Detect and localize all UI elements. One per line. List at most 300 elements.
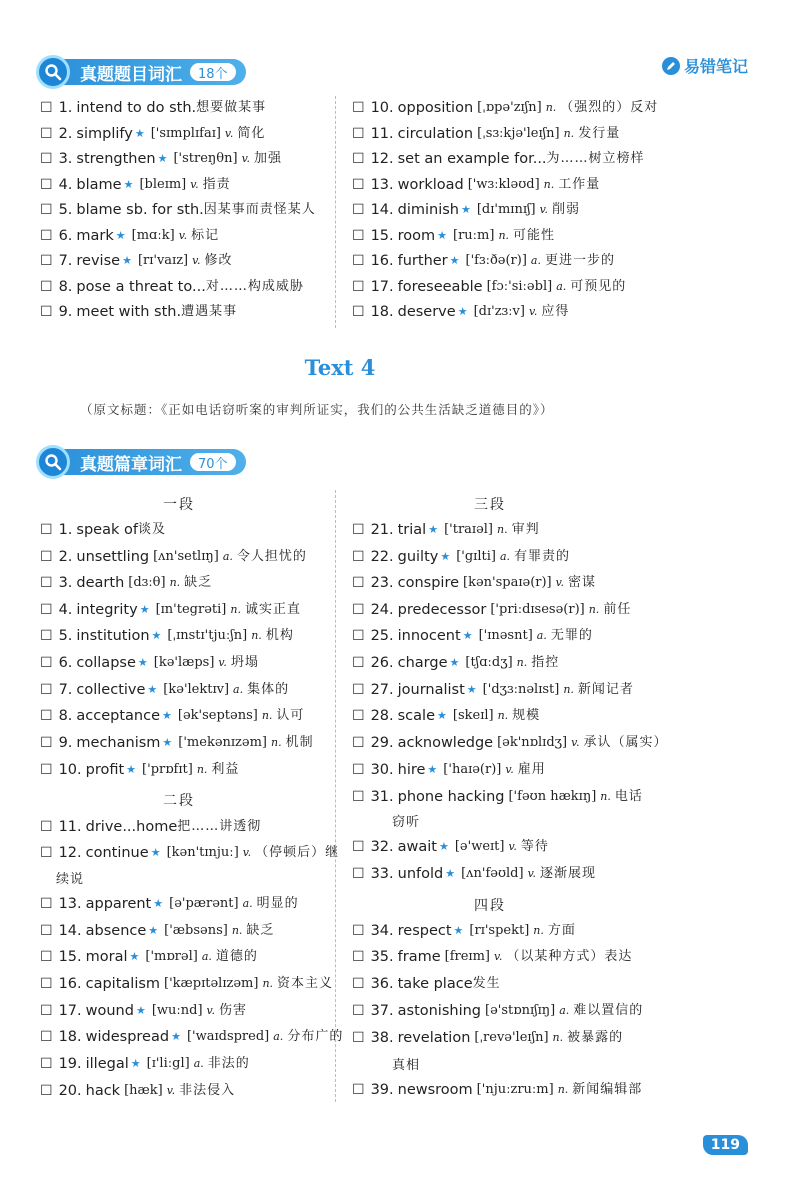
- item-word: collapse: [76, 655, 136, 671]
- star-icon: ★: [122, 254, 132, 267]
- item-part-of-speech: a.: [233, 683, 244, 696]
- vocab-item: [352, 733, 667, 753]
- item-word: illegal: [85, 1056, 129, 1072]
- paragraph-heading: 一段: [163, 497, 195, 513]
- item-meaning: 谈及: [137, 522, 166, 537]
- item-word: respect: [397, 923, 452, 939]
- item-meaning: （以某种方式）表达: [506, 949, 633, 964]
- item-word: set an example for...: [397, 151, 547, 167]
- star-icon: ★: [460, 203, 471, 216]
- vocab-item: [352, 302, 569, 322]
- checkbox-icon: ☐: [40, 177, 53, 193]
- item-meaning: 伤害: [218, 1003, 247, 1018]
- vocab-item: [352, 706, 540, 726]
- star-icon: ★: [139, 603, 150, 616]
- item-meaning: 利益: [211, 762, 240, 777]
- star-icon: ★: [126, 763, 137, 776]
- item-phonetic: ['haɪə(r)]: [443, 762, 502, 777]
- item-number: 28.: [370, 708, 394, 724]
- vocab-item: [40, 1001, 247, 1021]
- item-meaning: 前任: [603, 602, 632, 617]
- item-word: blame: [76, 177, 122, 193]
- item-number: 30.: [370, 762, 394, 778]
- item-number: 9.: [58, 304, 73, 320]
- checkbox-icon: ☐: [40, 949, 53, 965]
- checkbox-icon: ☐: [352, 682, 365, 698]
- item-word: acknowledge: [397, 735, 494, 751]
- vocab-item: [352, 98, 658, 118]
- item-number: 6.: [58, 228, 73, 244]
- item-part-of-speech: v.: [192, 254, 201, 267]
- item-meaning: 令人担忧的: [236, 549, 307, 564]
- item-part-of-speech: a.: [273, 1030, 284, 1043]
- item-word: moral: [85, 949, 128, 965]
- item-word: institution: [76, 628, 150, 644]
- notes-tag-label: 易错笔记: [683, 57, 748, 76]
- checkbox-icon: ☐: [40, 976, 53, 992]
- checkbox-icon: ☐: [40, 655, 53, 671]
- vocab-item: [352, 520, 540, 540]
- item-number: 6.: [58, 655, 73, 671]
- checkbox-icon: ☐: [40, 279, 53, 295]
- item-word: trial: [397, 522, 427, 538]
- item-number: 38.: [370, 1030, 394, 1046]
- vocab-item: [40, 706, 304, 726]
- item-meaning: 新闻记者: [577, 682, 634, 697]
- checkbox-icon: ☐: [40, 896, 53, 912]
- vocab-item: [352, 600, 631, 620]
- item-phonetic: [ˌɒpə'zɪʃn]: [477, 100, 542, 115]
- item-word: astonishing: [397, 1003, 482, 1019]
- vocab-item: [40, 124, 265, 144]
- item-number: 18.: [58, 1029, 82, 1045]
- item-number: 11.: [370, 126, 394, 142]
- star-icon: ★: [162, 736, 173, 749]
- column-divider: [335, 96, 336, 328]
- item-phonetic: [ɪ'liːgl]: [146, 1056, 190, 1071]
- item-part-of-speech: v.: [528, 305, 538, 318]
- vocab-item: [352, 921, 576, 941]
- item-word: simplify: [76, 126, 133, 142]
- item-word: frame: [397, 949, 441, 965]
- vocab-item: [40, 1081, 235, 1101]
- vocab-item: [40, 149, 282, 169]
- item-word: room: [397, 228, 436, 244]
- item-meaning: 明显的: [256, 896, 299, 911]
- item-meaning: 道德的: [215, 949, 258, 964]
- item-word: widespread: [85, 1029, 170, 1045]
- item-phonetic: ['ɪnəsnt]: [478, 628, 533, 643]
- vocab-item: [40, 653, 259, 673]
- item-meaning: 发行量: [578, 126, 621, 141]
- vocab-item: [352, 974, 501, 994]
- star-icon: ★: [449, 656, 460, 669]
- item-number: 39.: [370, 1082, 394, 1098]
- vocab-item: [352, 653, 559, 673]
- checkbox-icon: ☐: [40, 1083, 53, 1099]
- checkbox-icon: ☐: [352, 253, 365, 269]
- item-phonetic: ['waɪdspred]: [186, 1029, 270, 1044]
- item-part-of-speech: v.: [166, 1084, 176, 1097]
- star-icon: ★: [427, 763, 438, 776]
- item-meaning: 有罪责的: [514, 549, 571, 564]
- item-word: guilty: [397, 549, 439, 565]
- item-part-of-speech: n.: [552, 1031, 564, 1044]
- item-meaning: （强烈的）反对: [560, 100, 659, 115]
- vocab-item: [40, 947, 258, 967]
- checkbox-icon: ☐: [40, 575, 53, 591]
- item-meaning: 更进一步的: [544, 253, 615, 268]
- vocab-item: [40, 226, 219, 246]
- item-meaning: 新闻编辑部: [572, 1082, 643, 1097]
- banner-pill: [42, 449, 246, 475]
- item-phonetic: ['fɜːðə(r)]: [465, 253, 527, 268]
- vocab-item: [40, 175, 231, 195]
- item-phonetic: [tʃɑːdʒ]: [465, 655, 513, 670]
- item-word: newsroom: [397, 1082, 473, 1098]
- line-continuation: 续说: [56, 872, 85, 887]
- item-part-of-speech: a.: [193, 1057, 204, 1070]
- star-icon: ★: [462, 629, 473, 642]
- item-phonetic: [kə'lektɪv]: [163, 682, 230, 697]
- item-number: 13.: [58, 896, 82, 912]
- item-meaning: 雇用: [517, 762, 546, 777]
- item-phonetic: [ə'weɪt]: [454, 839, 505, 854]
- star-icon: ★: [171, 1030, 181, 1043]
- item-part-of-speech: n.: [516, 656, 528, 669]
- item-meaning: 因某事而责怪某人: [203, 202, 316, 217]
- vocab-item: [40, 760, 239, 780]
- checkbox-icon: ☐: [352, 151, 365, 167]
- vocab-item: [352, 175, 600, 195]
- text-title: Text 4: [304, 355, 376, 380]
- vocab-item: [352, 864, 596, 884]
- item-phonetic: [kən'tɪnjuː]: [166, 845, 239, 860]
- item-part-of-speech: v.: [571, 736, 580, 749]
- item-phonetic: ['dʒɜːnəlɪst]: [482, 682, 560, 697]
- item-number: 13.: [370, 177, 394, 193]
- item-phonetic: [fɔː'siːəbl]: [486, 279, 553, 294]
- item-word: intend to do sth.: [76, 100, 197, 116]
- item-meaning: 坍塌: [230, 655, 259, 670]
- item-meaning: 等待: [520, 839, 549, 854]
- item-part-of-speech: v.: [493, 950, 503, 963]
- item-number: 31.: [370, 789, 394, 805]
- item-number: 7.: [58, 682, 73, 698]
- checkbox-icon: ☐: [352, 202, 365, 218]
- item-part-of-speech: v.: [224, 127, 234, 140]
- item-number: 25.: [370, 628, 394, 644]
- item-phonetic: [ɪn'tegrəti]: [155, 602, 227, 617]
- star-icon: ★: [137, 656, 148, 669]
- item-phonetic: [dɜːθ]: [128, 575, 166, 590]
- item-number: 17.: [370, 279, 394, 295]
- vocab-item: [352, 626, 593, 646]
- item-word: deserve: [397, 304, 456, 320]
- star-icon: ★: [428, 523, 439, 536]
- item-number: 10.: [370, 100, 394, 116]
- item-word: hire: [397, 762, 426, 778]
- item-word: wound: [85, 1003, 134, 1019]
- item-phonetic: [ˌsɜːkjə'leɪʃn]: [477, 126, 560, 141]
- checkbox-icon: ☐: [40, 522, 53, 538]
- item-phonetic: [dɪ'mɪnɪʃ]: [476, 202, 536, 217]
- item-number: 37.: [370, 1003, 394, 1019]
- vocab-item: [40, 600, 301, 620]
- item-word: acceptance: [76, 708, 161, 724]
- item-number: 2.: [58, 126, 73, 142]
- pencil-icon: [662, 57, 680, 75]
- star-icon: ★: [438, 840, 449, 853]
- item-phonetic: [ʌn'fəʊld]: [461, 866, 524, 881]
- item-word: predecessor: [397, 602, 487, 618]
- checkbox-icon: ☐: [352, 304, 365, 320]
- star-icon: ★: [134, 127, 145, 140]
- checkbox-icon: ☐: [40, 708, 53, 724]
- item-part-of-speech: n.: [169, 576, 181, 589]
- item-number: 35.: [370, 949, 394, 965]
- star-icon: ★: [445, 867, 456, 880]
- star-icon: ★: [457, 305, 468, 318]
- item-part-of-speech: a.: [556, 280, 567, 293]
- checkbox-icon: ☐: [352, 976, 365, 992]
- item-meaning: 想要做某事: [196, 100, 267, 115]
- item-part-of-speech: n.: [231, 924, 243, 937]
- item-number: 12.: [58, 845, 82, 861]
- item-meaning: 发生: [472, 976, 501, 991]
- vocab-item: [352, 837, 549, 857]
- item-meaning: 应得: [541, 304, 570, 319]
- item-number: 7.: [58, 253, 73, 269]
- item-part-of-speech: n.: [262, 977, 274, 990]
- item-number: 33.: [370, 866, 394, 882]
- item-word: strengthen: [76, 151, 156, 167]
- item-phonetic: [rɪ'vaɪz]: [137, 253, 189, 268]
- item-phonetic: [ˌɪnstɪ'tjuːʃn]: [167, 628, 248, 643]
- vocab-item: [352, 149, 645, 169]
- star-icon: ★: [449, 254, 460, 267]
- item-number: 3.: [58, 575, 73, 591]
- item-part-of-speech: n.: [557, 1083, 569, 1096]
- item-meaning: 机制: [285, 735, 314, 750]
- star-icon: ★: [437, 709, 447, 722]
- star-icon: ★: [130, 1057, 141, 1070]
- item-meaning: 遭遇某事: [181, 304, 238, 319]
- item-part-of-speech: v.: [242, 846, 252, 859]
- checkbox-icon: ☐: [40, 151, 53, 167]
- checkbox-icon: ☐: [352, 762, 365, 778]
- item-word: collective: [76, 682, 146, 698]
- item-phonetic: [ə'stɒnɪʃɪŋ]: [485, 1003, 556, 1018]
- item-word: speak of: [76, 522, 138, 538]
- item-part-of-speech: v.: [218, 656, 227, 669]
- item-number: 29.: [370, 735, 394, 751]
- line-continuation: 真相: [392, 1058, 421, 1073]
- checkbox-icon: ☐: [40, 100, 53, 116]
- item-meaning: 被暴露的: [567, 1030, 624, 1045]
- paragraph-heading: 三段: [474, 497, 506, 513]
- item-word: innocent: [397, 628, 461, 644]
- item-number: 18.: [370, 304, 394, 320]
- item-number: 5.: [58, 202, 73, 218]
- item-word: phone hacking: [397, 789, 505, 805]
- star-icon: ★: [157, 152, 168, 165]
- item-part-of-speech: n.: [563, 683, 574, 696]
- item-phonetic: ['streŋθn]: [173, 151, 238, 166]
- item-part-of-speech: v.: [178, 229, 188, 242]
- item-phonetic: [ək'septəns]: [177, 708, 258, 723]
- item-meaning: 工作量: [558, 177, 601, 192]
- vocab-item: [40, 277, 304, 297]
- item-meaning: 非法的: [207, 1056, 250, 1071]
- checkbox-icon: ☐: [352, 602, 365, 618]
- checkbox-icon: ☐: [352, 789, 365, 805]
- item-phonetic: ['mɒrəl]: [145, 949, 198, 964]
- item-meaning: 集体的: [247, 682, 290, 697]
- item-part-of-speech: v.: [505, 763, 514, 776]
- item-word: meet with sth.: [76, 304, 182, 320]
- item-part-of-speech: v.: [527, 867, 536, 880]
- checkbox-icon: ☐: [352, 923, 365, 939]
- item-part-of-speech: a.: [530, 254, 541, 267]
- item-meaning: 加强: [253, 151, 282, 166]
- item-part-of-speech: n.: [271, 736, 282, 749]
- checkbox-icon: ☐: [40, 549, 53, 565]
- item-meaning: 认可: [276, 708, 305, 723]
- item-meaning: 方面: [547, 923, 576, 938]
- star-icon: ★: [147, 683, 158, 696]
- checkbox-icon: ☐: [352, 735, 365, 751]
- item-part-of-speech: v.: [539, 203, 549, 216]
- star-icon: ★: [150, 846, 161, 859]
- item-phonetic: ['fəʊn hækɪŋ]: [508, 789, 597, 804]
- item-number: 15.: [370, 228, 394, 244]
- checkbox-icon: ☐: [352, 549, 365, 565]
- item-number: 12.: [370, 151, 394, 167]
- item-phonetic: [kə'læps]: [153, 655, 215, 670]
- banner-pill: [42, 59, 246, 85]
- item-meaning: 无罪的: [550, 628, 593, 643]
- item-word: mechanism: [76, 735, 161, 751]
- item-word: dearth: [76, 575, 125, 591]
- star-icon: ★: [148, 924, 159, 937]
- vocab-item: [352, 787, 643, 807]
- checkbox-icon: ☐: [40, 762, 53, 778]
- item-meaning: 资本主义: [277, 976, 334, 991]
- checkbox-icon: ☐: [352, 177, 365, 193]
- item-part-of-speech: v.: [508, 840, 517, 853]
- item-number: 27.: [370, 682, 394, 698]
- checkbox-icon: ☐: [40, 228, 53, 244]
- page-number: 119: [703, 1135, 748, 1155]
- item-phonetic: [skeɪl]: [452, 708, 494, 723]
- vocab-item: [352, 226, 555, 246]
- item-phonetic: [hæk]: [124, 1083, 163, 1098]
- item-part-of-speech: a.: [201, 950, 212, 963]
- item-phonetic: [freɪm]: [444, 949, 490, 964]
- checkbox-icon: ☐: [352, 522, 365, 538]
- vocab-item: [40, 302, 237, 322]
- star-icon: ★: [153, 897, 164, 910]
- original-title: （原文标题：《正如电话窃听案的审判所证实，我们的公共生活缺乏道德目的》）: [80, 402, 554, 417]
- item-part-of-speech: a.: [242, 897, 253, 910]
- item-meaning: 诚实正直: [244, 602, 301, 617]
- item-number: 3.: [58, 151, 73, 167]
- vocab-item: [40, 1027, 343, 1047]
- item-word: foreseeable: [397, 279, 483, 295]
- section-title: 真题篇章词汇: [80, 454, 182, 475]
- item-word: apparent: [85, 896, 152, 912]
- item-part-of-speech: n.: [543, 178, 555, 191]
- item-number: 19.: [58, 1056, 82, 1072]
- item-number: 4.: [58, 177, 73, 193]
- item-word: integrity: [76, 602, 138, 618]
- item-number: 15.: [58, 949, 82, 965]
- count-badge: 70个: [190, 453, 236, 471]
- item-phonetic: ['æbsəns]: [164, 923, 228, 938]
- item-part-of-speech: v.: [555, 576, 565, 589]
- item-phonetic: ['prɒfɪt]: [142, 762, 193, 777]
- section-banner-passage-vocab: [42, 445, 246, 479]
- vocab-item: [40, 573, 212, 593]
- item-part-of-speech: n.: [261, 709, 273, 722]
- checkbox-icon: ☐: [40, 628, 53, 644]
- vocab-item: [352, 124, 620, 144]
- item-meaning: 承认（属实）: [583, 735, 668, 750]
- item-word: revise: [76, 253, 121, 269]
- item-number: 26.: [370, 655, 394, 671]
- item-word: charge: [397, 655, 448, 671]
- checkbox-icon: ☐: [40, 602, 53, 618]
- item-part-of-speech: n.: [588, 603, 600, 616]
- paragraph-heading: 四段: [474, 898, 506, 914]
- item-number: 4.: [58, 602, 73, 618]
- item-phonetic: [bleɪm]: [139, 177, 187, 192]
- item-phonetic: [mɑːk]: [131, 228, 175, 243]
- checkbox-icon: ☐: [352, 866, 365, 882]
- item-number: 1.: [58, 100, 73, 116]
- item-number: 22.: [370, 549, 394, 565]
- item-number: 16.: [370, 253, 394, 269]
- magnifier-icon: [36, 445, 70, 479]
- item-part-of-speech: n.: [600, 790, 611, 803]
- vocab-item: [40, 98, 266, 118]
- star-icon: ★: [135, 1004, 146, 1017]
- item-part-of-speech: n.: [230, 603, 241, 616]
- item-phonetic: ['gɪlti]: [456, 549, 496, 564]
- item-part-of-speech: n.: [497, 709, 509, 722]
- item-word: opposition: [397, 100, 474, 116]
- item-word: continue: [85, 845, 149, 861]
- item-part-of-speech: a.: [536, 629, 547, 642]
- item-number: 2.: [58, 549, 73, 565]
- item-word: workload: [397, 177, 464, 193]
- item-number: 14.: [58, 923, 82, 939]
- checkbox-icon: ☐: [352, 628, 365, 644]
- item-meaning: （停顿后）继: [255, 845, 340, 860]
- vocab-item: [40, 680, 289, 700]
- vocab-item: [40, 547, 307, 567]
- item-word: further: [397, 253, 448, 269]
- vocab-item: [40, 251, 233, 271]
- item-word: mark: [76, 228, 114, 244]
- checkbox-icon: ☐: [40, 819, 53, 835]
- vocab-item: [352, 1028, 623, 1048]
- section-banner-question-vocab: [42, 55, 246, 89]
- item-number: 11.: [58, 819, 82, 835]
- vocab-item: [352, 1001, 643, 1021]
- vocab-item: [352, 1080, 642, 1100]
